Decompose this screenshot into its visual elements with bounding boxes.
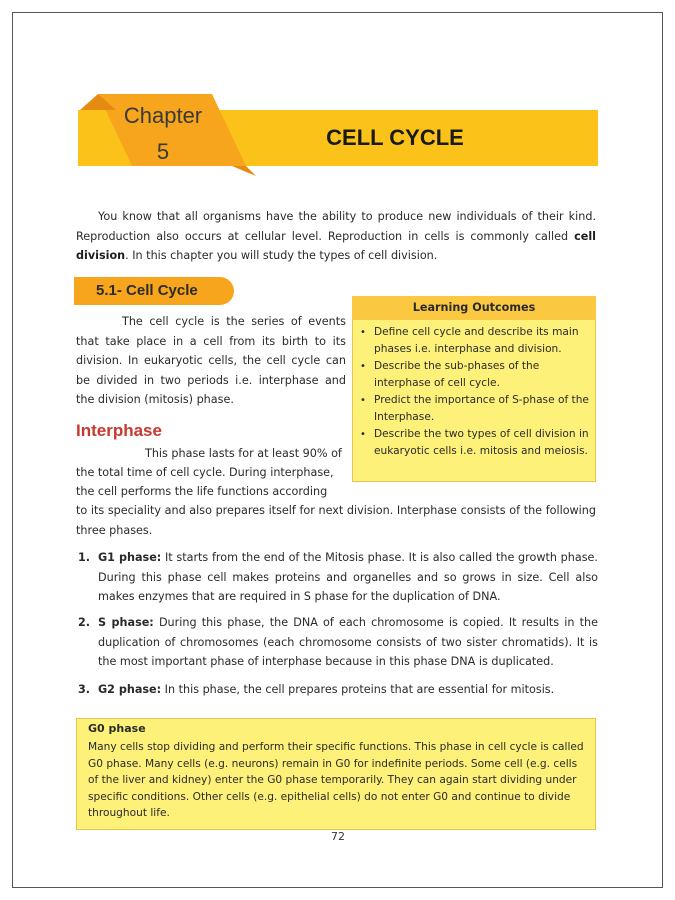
learning-outcome-item: • Describe the two types of cell division in eukaryotic cells i.e. mitosis and meiosis.: [360, 426, 592, 460]
page-number: 72: [331, 830, 345, 843]
cell-cycle-paragraph: The cell cycle is the series of events that take place in a cell from its birth to its division. In eukaryotic cells, the cell cycle can be divided in two periods i.e. interphase and the division (mitosis) phase.: [76, 315, 346, 406]
phase-text: It starts from the end of the Mitosis phase. It is also called the growth phase. During this phase cell makes proteins and organelles and so grows in size. Cell also makes enzymes that are required in S phase for the duplication of DNA.: [98, 551, 598, 603]
intro-text-after: . In this chapter you will study the types of cell division.: [125, 249, 438, 262]
learning-outcome-item: • Describe the sub-phases of the interphase of cell cycle.: [360, 358, 592, 392]
phase-name: G2 phase:: [98, 683, 162, 696]
phase-number: 3.: [78, 683, 91, 696]
interphase-line-4: to its speciality and also prepares itself for next division. Interphase consists of the following three phases.: [76, 504, 596, 537]
learning-outcomes-list: [360, 324, 592, 460]
chapter-title: CELL CYCLE: [326, 125, 464, 150]
intro-paragraph: [76, 207, 596, 266]
learning-outcomes-heading: Learning Outcomes: [352, 296, 596, 320]
interphase-heading: Interphase: [76, 421, 162, 440]
phase-number: 1.: [78, 551, 91, 564]
g0-text: Many cells stop dividing and perform their specific functions. This phase in cell cycle is called G0 phase. Many cells (e.g. neurons) remain in G0 for indefinite periods. Some cell (e.g. cells of the liver and kidney) enter the G0 phase temporarily. They can again start dividing under specific conditions. Other cells (e.g. epithelial cells) do not enter G0 and continue to divide throughout life.: [88, 741, 584, 819]
phase-text: In this phase, the cell prepares proteins that are essential for mitosis.: [161, 683, 555, 696]
interphase-line-3: the cell performs the life functions according: [76, 485, 328, 498]
interphase-line-2: the total time of cell cycle. During interphase,: [76, 466, 334, 479]
intro-bold-term: cell division: [76, 229, 596, 262]
intro-text-before: You know that all organisms have the ability to produce new individuals of their kind. Reproduction also occurs at cellular level. Reproduction in cells is commonly called: [76, 210, 596, 243]
phase-number: 2.: [78, 616, 91, 629]
interphase-line-1: This phase lasts for at least 90% of: [145, 447, 342, 460]
chapter-number: 5: [156, 139, 170, 164]
learning-outcome-item: • Define cell cycle and describe its main phases i.e. interphase and division.: [360, 324, 592, 358]
phase-text: During this phase, the DNA of each chromosome is copied. It results in the duplication of chromosomes (each chromosome consists of two sister chromatids). It is the most important phase of interphase because in this phase DNA is duplicated.: [98, 616, 598, 668]
learning-outcome-item: • Predict the importance of S-phase of the Interphase.: [360, 392, 592, 426]
chapter-label: Chapter: [123, 103, 203, 128]
g0-title: G0 phase: [88, 722, 146, 735]
section-title: 5.1- Cell Cycle: [96, 282, 198, 299]
phase-name: G1 phase:: [98, 551, 162, 564]
phase-name: S phase:: [98, 616, 154, 629]
